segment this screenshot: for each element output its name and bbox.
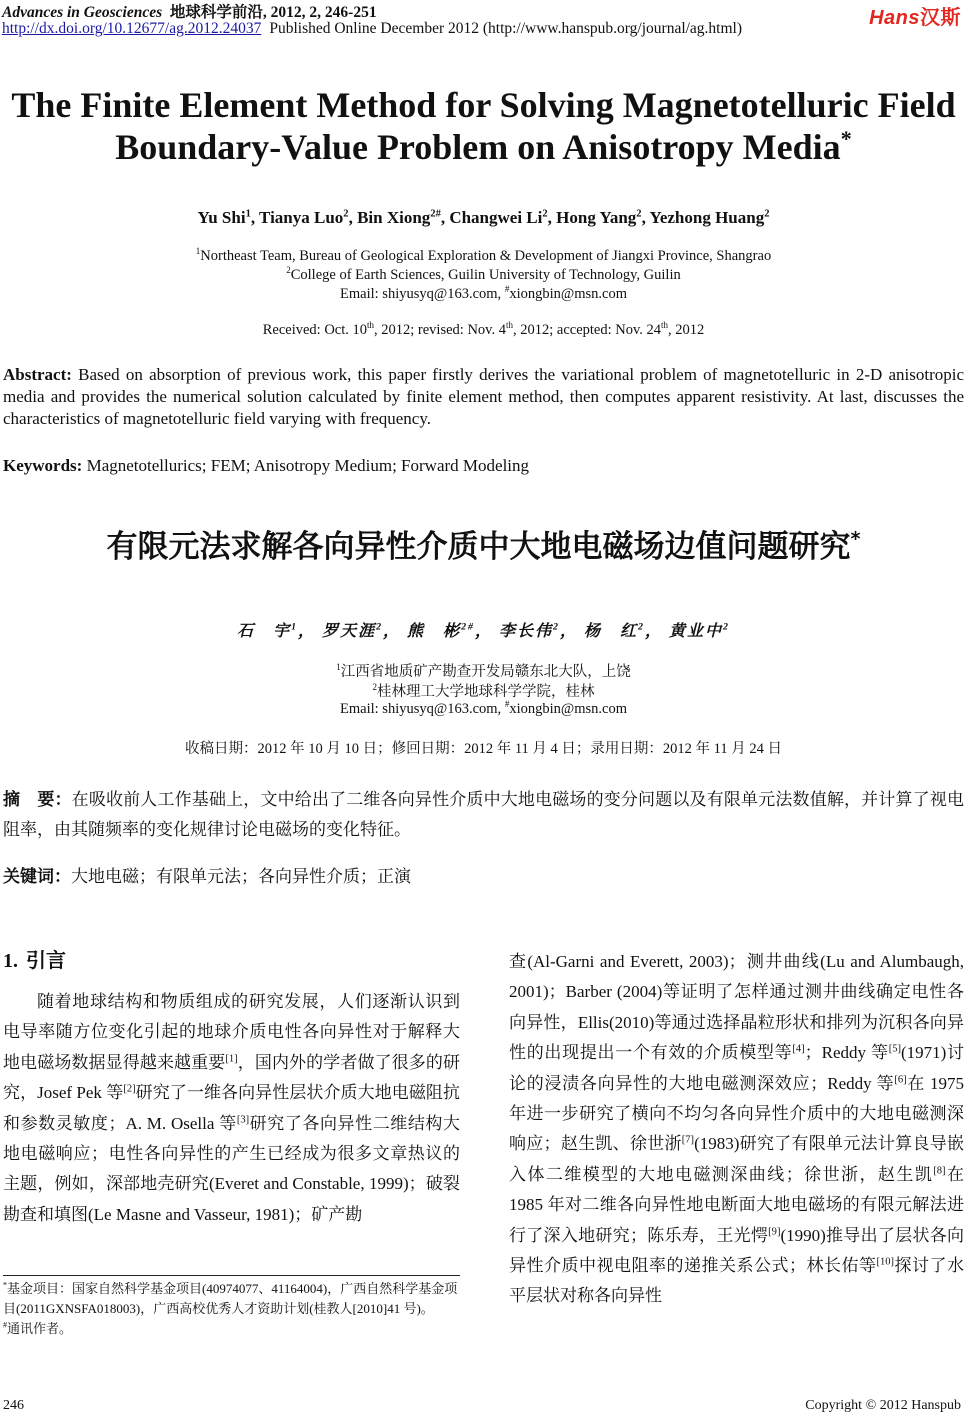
chinese-received-dates: 收稿日期：2012 年 10 月 10 日；修回日期：2012 年 11 月 4 日；录用日期：2012 年 11 月 24 日 [184, 741, 783, 757]
citation-ref[interactable]: [3] [236, 1113, 250, 1125]
citation-ref[interactable]: [8] [933, 1165, 946, 1177]
chinese-email: Email: shiyusyq@163.com, #xiongbin@msn.com [340, 699, 627, 717]
author: Hong Yang$^2$ [556, 208, 642, 227]
footnote-divider [3, 1275, 460, 1276]
citation-ref[interactable]: [5] [888, 1043, 901, 1055]
english-title-line2: Boundary-Value Problem on Anisotropy Media [115, 127, 841, 167]
footnote-corresponding: #通讯作者。 [3, 1320, 73, 1336]
citation-ref[interactable]: [7] [681, 1134, 695, 1146]
english-affiliation-2: $^2$College of Earth Sciences, Guilin University of Technology, Guilin [286, 265, 681, 283]
chinese-affiliation-2: $^2$桂林理工大学地球科学学院，桂林 [372, 682, 595, 700]
title-footnote-mark: * [840, 126, 852, 151]
chinese-affiliation-1: $^1$江西省地质矿产勘查开发局赣东北大队，上饶 [336, 662, 631, 680]
body-left-column: 随着地球结构和物质组成的研究发展，人们逐渐认识到电导率随方位变化引起的地球介质电性各向异性对于解释大地电磁场数据显得越来越重要[1]，国内外的学者做了很多的研究，Josef Pek 等[2]研究了一维各向异性层状介质大地电磁阻抗和参数灵敏度；A. M. Osella 等[3]研究了各向异性二维结构大地电磁响应；电性各向异性的产生已经成为很多文章热议的主题，例如，深部地壳研究(Everet and Constable, 1999)；破裂勘查和填图(Le Masne and Vasseur, 1981)；矿产勘 [3, 992, 461, 1224]
keywords-text: 大地电磁；有限单元法；各向异性介质；正演 [71, 867, 411, 886]
logo-cn: 汉斯 [920, 7, 961, 29]
journal-header [2, 0, 377, 22]
journal-name-cn: 地球科学前沿 [169, 4, 263, 21]
english-email: Email: shiyusyq@163.com, #xiongbin@msn.com [340, 284, 627, 302]
english-keywords [3, 455, 964, 477]
author: 熊 彬$^{2\#}$ [407, 621, 475, 640]
keywords-label: Keywords: [3, 456, 83, 475]
citation-ref[interactable]: [10] [876, 1256, 895, 1268]
english-received-dates: Received: Oct. 10th, 2012; revised: Nov. 4th, 2012; accepted: Nov. 24th, 2012 [262, 320, 705, 338]
abstract-label: 摘 要： [3, 790, 72, 810]
abstract-text: 在吸收前人工作基础上，文中给出了二维各向异性介质中大地电磁场的变分问题以及有限单元法数值解，并计算了视电阻率，由其随频率的变化规律讨论电磁场的变化特征。 [3, 790, 964, 839]
published-online: Published Online December 2012 (http://www.hanspub.org/journal/ag.html) [269, 20, 743, 37]
logo-latin: Hans [869, 7, 920, 29]
keywords-label: 关键词： [3, 867, 71, 887]
citation: , 2012, 2, 246-251 [262, 4, 377, 21]
citation-ref[interactable]: [4] [792, 1043, 805, 1055]
footnote-funding: *基金项目：国家自然科学基金项目(40974077、41164004)，广西自然科学基金项目(2011GXNSFA018003)，广西高校优秀人才资助计划(桂教人[2010]41 号)。 [3, 1280, 458, 1316]
citation-ref[interactable]: [6] [894, 1073, 907, 1085]
author: 黄业中$^2$ [668, 621, 730, 640]
keywords-text: Magnetotellurics; FEM; Anisotropy Medium; Forward Modeling [86, 456, 530, 475]
chinese-abstract [3, 785, 964, 844]
citation-ref[interactable]: [9] [768, 1226, 781, 1237]
doi-line [2, 20, 742, 38]
chinese-keywords [3, 866, 964, 888]
page-number: 246 [3, 1398, 24, 1413]
english-authors: Yu Shi$^1$, Tianya Luo$^2$, Bin Xiong$^{2\#}$, Changwei Li$^2$, Hong Yang$^2$, Yezhong Huang$^2$ [197, 208, 770, 227]
footnotes [3, 1279, 460, 1339]
author: Yu Shi$^1$ [197, 208, 251, 227]
author: Yezhong Huang$^2$ [649, 208, 770, 227]
copyright: Copyright © 2012 Hanspub [805, 1398, 961, 1413]
author: Changwei Li$^2$ [449, 208, 548, 227]
english-title [0, 84, 967, 168]
author: Tianya Luo$^2$ [259, 208, 349, 227]
section-heading: 1. 引言 [3, 948, 66, 972]
author: 杨 红$^2$ [583, 621, 645, 640]
chinese-title: 有限元法求解各向异性介质中大地电磁场边值问题研究* [106, 527, 861, 565]
english-title-line1: The Finite Element Method for Solving Magnetotelluric Field [11, 85, 956, 125]
author: 李长伟$^2$ [498, 621, 560, 640]
citation-ref[interactable]: [2] [123, 1083, 136, 1095]
english-affiliation-1: $^1$Northeast Team, Bureau of Geological Exploration & Development of Jiangxi Province, Shangrao [195, 246, 772, 264]
abstract-label: Abstract: [3, 365, 72, 384]
hanspub-logo [869, 1, 961, 30]
abstract-text: Based on absorption of previous work, this paper firstly derives the variational problem of magnetotelluric in 2-D anisotropic media and provides the numerical solution calculated by finite element method, then computes apparent resistivity. At last, discusses the characteristics of magnetotelluric field varying with frequency. [3, 365, 965, 428]
english-abstract [3, 364, 964, 430]
author: 罗天涯$^2$ [322, 621, 384, 640]
doi-link[interactable]: http://dx.doi.org/10.12677/ag.2012.24037 [2, 20, 262, 37]
body-right-column: 查(Al-Garni and Everett, 2003)；测井曲线(Lu and Alumbaugh, 2001)；Barber (2004)等证明了怎样通过测井曲线确定电性各向异性，Ellis(2010)等通过选择晶粒形状和排列为沉积各向异性的出现提出一个有效的介质模型等[4]；Reddy 等[5](1971)讨论的浸渍各向异性的大地电磁测深效应；Reddy 等[6]在 1975 年进一步研究了横向不均匀各向异性介质中的大地电磁测深响应；赵生凯、徐世浙[7](1983)研究了有限单元法计算良导嵌入体二维模型的大地电磁测深曲线；徐世浙，赵生凯[8]在 1985 年对二维各向异性地电断面大地电磁场的有限元解法进行了深入地研究；陈乐寿，王光愕[9](1990)推导出了层状各向异性介质中视电阻率的递推关系公式；林长佑等[10]探讨了水平层状对称各向异性 [509, 952, 965, 1306]
author: 石 宇$^1$ [237, 621, 299, 640]
citation-ref[interactable]: [1] [225, 1053, 238, 1065]
journal-name: Advances in Geosciences [2, 4, 163, 21]
chinese-authors: 石 宇$^1$， 罗天涯$^2$， 熊 彬$^{2\#}$， 李长伟$^2$， 杨 红$^2$， 黄业中$^2$ [237, 621, 730, 640]
author: Bin Xiong$^{2\#}$ [357, 208, 441, 227]
